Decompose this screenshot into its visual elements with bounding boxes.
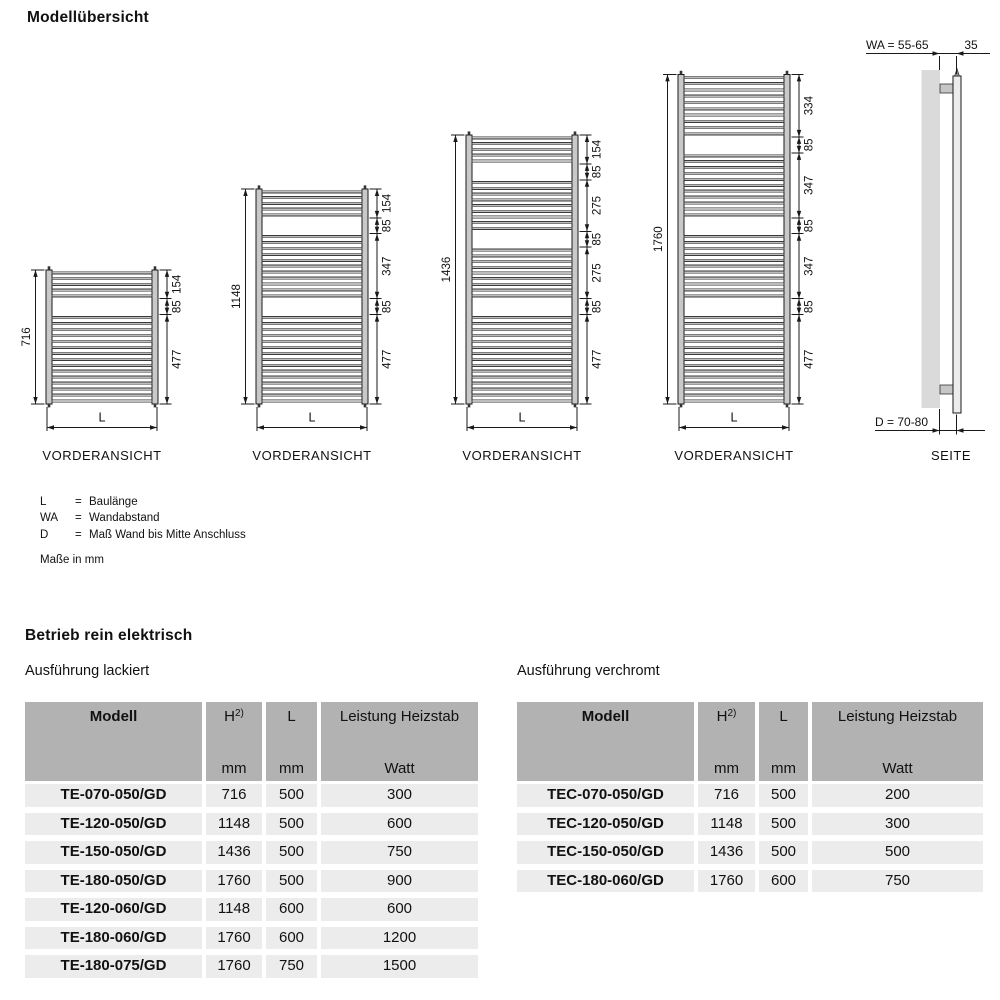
legend-text: Baulänge: [89, 496, 138, 508]
model: TEC-180-060/GD: [517, 870, 694, 893]
length-value: 500: [266, 784, 317, 807]
column-unit: Watt: [384, 760, 415, 777]
height-value: 1148: [698, 813, 755, 836]
column-label: $H^{2)}$: [224, 708, 244, 725]
dimension-label: 154: [591, 139, 604, 160]
header-cell-leistung: [321, 702, 478, 781]
dimension-label: 85: [803, 138, 816, 152]
top-plug: [154, 266, 157, 270]
height-value: 1148: [206, 898, 262, 921]
footnote-ref: 2): [234, 708, 244, 719]
height-value: 1760: [206, 927, 262, 950]
length-value: 500: [266, 841, 317, 864]
table-row: [25, 841, 478, 864]
column-unit: mm: [771, 760, 796, 777]
header-cell-modell: [517, 702, 694, 781]
length-value: 500: [759, 784, 808, 807]
rung-group: [472, 137, 572, 402]
length-label: L: [518, 410, 526, 425]
length-dimension: [467, 407, 577, 431]
column-label: Modell: [581, 708, 630, 725]
dimension-label: 85: [803, 219, 816, 233]
length-value: 750: [266, 955, 317, 978]
header-cell-h: [698, 702, 755, 781]
segment-dimensions: [160, 270, 184, 404]
dimension-label: 85: [591, 300, 604, 314]
length-value: 600: [759, 870, 808, 893]
length-value: 500: [759, 813, 808, 836]
collector-tube: [152, 270, 158, 404]
table-row: [25, 813, 478, 836]
table-row: [517, 870, 983, 893]
header-cell-l: [759, 702, 808, 781]
bottom-plug: [364, 404, 367, 407]
connection-dimension: [875, 409, 985, 435]
length-value: 500: [759, 841, 808, 864]
collector-tube: [466, 135, 472, 404]
power-value: 300: [321, 784, 478, 807]
dimension-label: 85: [591, 165, 604, 179]
model: TE-180-075/GD: [25, 955, 202, 978]
legend-eq: =: [75, 496, 82, 508]
table-header: [25, 702, 478, 781]
height-value: 1436: [206, 841, 262, 864]
legend-row: [40, 510, 246, 526]
power-value: 1200: [321, 927, 478, 950]
length-value: 600: [266, 898, 317, 921]
model: TE-070-050/GD: [25, 784, 202, 807]
table-header: [517, 702, 983, 781]
radiator-front-view-2: [231, 185, 394, 431]
header-cell-h: [206, 702, 262, 781]
table-body: [517, 784, 983, 892]
dimension-label: 154: [171, 274, 184, 294]
legend-row: [40, 527, 246, 543]
bottom-plug: [574, 404, 577, 407]
dimension-label: 477: [381, 349, 394, 369]
top-plug: [574, 131, 577, 135]
height-value: 1760: [206, 870, 262, 893]
collector-tube: [256, 189, 262, 404]
units-note: Maße in mm: [40, 554, 104, 567]
dimension-label: 1148: [231, 284, 243, 309]
legend-row: [40, 494, 246, 510]
wall-distance-dimension: [866, 38, 990, 74]
rung-group: [684, 76, 784, 402]
table-row: [25, 927, 478, 950]
top-plug: [786, 71, 789, 75]
column-label: L: [287, 708, 296, 725]
column-label: Modell: [89, 708, 138, 725]
dimension-label: 85: [803, 300, 816, 314]
rung-group: [52, 272, 152, 403]
connection-label: D = 70-80: [875, 415, 929, 429]
dimension-label: 85: [381, 300, 394, 314]
height-value: 1760: [698, 870, 755, 893]
table-row: [25, 898, 478, 921]
collector-tube: [572, 135, 578, 404]
table-row: [517, 813, 983, 836]
length-dimension: [679, 407, 789, 431]
radiator-front-view-1: [21, 266, 184, 431]
pipe-depth-label: 35: [964, 38, 978, 52]
wall: [922, 70, 941, 408]
height-value: 1760: [206, 955, 262, 978]
wall-bracket-bottom: [940, 385, 953, 394]
column-label: Leistung Heizstab: [837, 708, 958, 725]
dimension-label: 334: [803, 96, 816, 116]
table-row: [517, 784, 983, 807]
collector-tube: [46, 270, 52, 404]
power-value: 600: [321, 813, 478, 836]
model: TEC-070-050/GD: [517, 784, 694, 807]
table-body: [25, 784, 478, 978]
legend-text: Wandabstand: [89, 512, 160, 525]
segment-dimensions: [792, 74, 816, 404]
length-dimension: [257, 407, 367, 431]
model: TE-180-050/GD: [25, 870, 202, 893]
model: TE-120-060/GD: [25, 898, 202, 921]
table-row: [25, 955, 478, 978]
footnote-ref: 2): [727, 708, 737, 719]
legend: [40, 494, 246, 569]
header-cell-modell: [25, 702, 202, 781]
radiator-side-view: [866, 38, 990, 435]
model: TE-150-050/GD: [25, 841, 202, 864]
height-value: 1436: [698, 841, 755, 864]
model: TE-180-060/GD: [25, 927, 202, 950]
power-value: 300: [812, 813, 983, 836]
model: TEC-150-050/GD: [517, 841, 694, 864]
length-dimension: [47, 407, 157, 431]
legend-eq: =: [75, 512, 82, 525]
height-dimension: [231, 189, 255, 404]
caption-side-view: SEITE: [930, 448, 972, 463]
column-unit: mm: [279, 760, 304, 777]
length-label: L: [98, 410, 106, 425]
table-row: [25, 870, 478, 893]
header-cell-leistung: [812, 702, 983, 781]
caption-front-view-4: VORDERANSICHT: [674, 448, 794, 463]
top-plug: [364, 185, 367, 189]
collector-tube: [784, 74, 790, 404]
subtitle-verchromt: Ausführung verchromt: [517, 663, 660, 679]
height-value: 716: [206, 784, 262, 807]
height-value: 1148: [206, 813, 262, 836]
wall-distance-label: WA = 55-65: [866, 38, 929, 52]
dimension-label: 85: [171, 300, 184, 314]
legend-eq: =: [75, 528, 82, 541]
legend-rows: [40, 494, 246, 543]
table-verchromt: [517, 702, 983, 892]
dimension-label: 1436: [441, 256, 453, 283]
power-value: 750: [321, 841, 478, 864]
top-plug: [258, 185, 261, 189]
collector-tube: [678, 74, 684, 404]
length-label: L: [730, 410, 738, 425]
bottom-plug: [786, 404, 789, 407]
dimension-label: 347: [381, 256, 394, 276]
table-row: [517, 841, 983, 864]
length-value: 600: [266, 927, 317, 950]
dimension-label: 275: [591, 263, 604, 283]
caption-front-view-2: VORDERANSICHT: [252, 448, 372, 463]
rung-group: [262, 191, 362, 402]
dimension-label: 275: [591, 195, 604, 216]
length-value: 500: [266, 813, 317, 836]
height-dimension: [21, 270, 45, 404]
section-heading: Betrieb rein elektrisch: [25, 627, 193, 644]
legend-abbr: L: [40, 496, 47, 508]
legend-abbr: WA: [40, 512, 59, 525]
segment-dimensions: [370, 189, 394, 404]
dimension-label: 347: [803, 256, 816, 276]
caption-front-view-1: VORDERANSICHT: [42, 448, 162, 463]
model-overview-drawing: [0, 0, 1000, 480]
dimension-label: 716: [21, 327, 33, 347]
page-title: Modellübersicht: [27, 9, 149, 26]
column-unit: mm: [714, 760, 739, 777]
top-plug: [48, 266, 51, 270]
table-lackiert: [25, 702, 478, 978]
legend-text: Maß Wand bis Mitte Anschluss: [89, 528, 246, 541]
column-label: L: [779, 708, 788, 725]
dimension-label: 347: [803, 175, 816, 195]
dimension-label: 477: [171, 349, 184, 369]
bottom-plug: [154, 404, 157, 407]
top-plug: [680, 71, 683, 75]
radiator-front-view-4: [653, 71, 816, 431]
dimension-label: 1760: [653, 226, 665, 252]
wall-bracket-top: [940, 84, 953, 93]
bottom-plug: [48, 404, 51, 407]
power-value: 500: [812, 841, 983, 864]
column-unit: mm: [221, 760, 247, 777]
segment-dimensions: [580, 135, 604, 404]
power-value: 200: [812, 784, 983, 807]
caption-front-view-3: VORDERANSICHT: [462, 448, 582, 463]
radiator-tube: [953, 76, 961, 413]
collector-tube: [362, 189, 368, 404]
top-plug: [468, 131, 471, 135]
model: TE-120-050/GD: [25, 813, 202, 836]
dimension-label: 154: [381, 193, 394, 213]
power-value: 750: [812, 870, 983, 893]
legend-abbr: D: [40, 528, 49, 541]
table-row: [25, 784, 478, 807]
length-label: L: [308, 410, 316, 425]
column-unit: Watt: [882, 760, 913, 777]
power-value: 900: [321, 870, 478, 893]
column-label: Leistung Heizstab: [339, 708, 460, 725]
bottom-plug: [468, 404, 471, 407]
power-value: 600: [321, 898, 478, 921]
length-value: 500: [266, 870, 317, 893]
dimension-label: 85: [591, 232, 604, 246]
power-value: 1500: [321, 955, 478, 978]
dimension-label: 85: [381, 219, 394, 233]
header-cell-l: [266, 702, 317, 781]
dimension-label: 477: [591, 349, 604, 369]
column-label: $H^{2)}$: [716, 708, 737, 725]
bottom-plug: [680, 404, 683, 407]
radiator-front-view-3: [441, 131, 604, 431]
bottom-plug: [258, 404, 261, 407]
height-value: 716: [698, 784, 755, 807]
dimension-label: 477: [803, 349, 816, 369]
height-dimension: [441, 135, 465, 404]
model: TEC-120-050/GD: [517, 813, 694, 836]
subtitle-lackiert: Ausführung lackiert: [25, 663, 150, 679]
height-dimension: [653, 74, 677, 404]
